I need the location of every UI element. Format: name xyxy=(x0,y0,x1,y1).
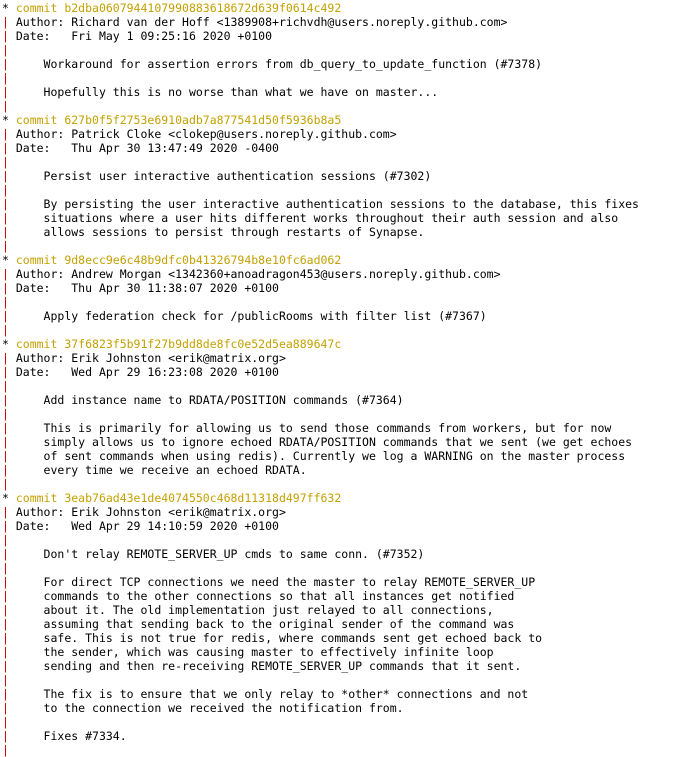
graph-pipe: | xyxy=(2,85,9,99)
message-text: By persisting the user interactive authentication sessions to the database, this fixes xyxy=(8,197,639,211)
author-line: Author: Andrew Morgan <1342360+anoadragon453@users.noreply.github.com> xyxy=(8,267,501,281)
date-line: Date: Thu Apr 30 13:47:49 2020 -0400 xyxy=(8,141,279,155)
log-line xyxy=(2,491,692,505)
graph-pipe: | xyxy=(2,71,9,85)
graph-pipe: | xyxy=(2,393,9,407)
message-text: about it. The old implementation just relayed to all connections, xyxy=(8,603,494,617)
graph-pipe: | xyxy=(2,715,9,729)
commit-hash: commit 9d8ecc9e6c48b9dfc0b41326794b8e10fc6ad062 xyxy=(15,253,342,267)
message-text: For direct TCP connections we need the master to relay REMOTE_SERVER_UP xyxy=(8,575,536,589)
graph-pipe: | xyxy=(2,729,9,743)
graph-pipe: | xyxy=(2,281,9,295)
commit-hash: commit 627b0f5f2753e6910adb7a877541d50f5936b8a5 xyxy=(15,113,342,127)
log-line xyxy=(2,659,692,673)
message-text: Workaround for assertion errors from db_query_to_update_function (#7378) xyxy=(8,57,543,71)
graph-pipe: | xyxy=(2,533,9,547)
message-text: every time we receive an echoed RDATA. xyxy=(8,463,307,477)
author-line: Author: Patrick Cloke <clokep@users.noreply.github.com> xyxy=(8,127,397,141)
message-text: Don't relay REMOTE_SERVER_UP cmds to same conn. (#7352) xyxy=(8,547,425,561)
log-line xyxy=(2,57,692,71)
graph-pipe: | xyxy=(2,463,9,477)
graph-pipe: | xyxy=(2,631,9,645)
date-line: Date: Wed Apr 29 16:23:08 2020 +0100 xyxy=(8,365,279,379)
log-line xyxy=(2,729,692,743)
graph-pipe: | xyxy=(2,603,9,617)
graph-pipe: | xyxy=(2,141,9,155)
graph-commit-marker: * xyxy=(2,253,16,267)
graph-pipe: | xyxy=(2,197,9,211)
message-text: This is primarily for allowing us to send those commands from workers, but for now xyxy=(8,421,612,435)
log-line xyxy=(2,337,692,351)
date-line: Date: Wed Apr 29 14:10:59 2020 +0100 xyxy=(8,519,279,533)
graph-commit-marker: * xyxy=(2,337,16,351)
log-line xyxy=(2,225,692,239)
message-text: assuming that sending back to the original sender of the command was xyxy=(8,617,515,631)
message-text: simply allows us to ignore echoed RDATA/POSITION commands that we sent (we get echoes xyxy=(8,435,633,449)
graph-pipe: | xyxy=(2,435,9,449)
log-line xyxy=(2,113,692,127)
log-line xyxy=(2,519,692,533)
log-line xyxy=(2,295,692,309)
log-line xyxy=(2,603,692,617)
graph-pipe: | xyxy=(2,239,9,253)
graph-pipe: | xyxy=(2,645,9,659)
graph-pipe: | xyxy=(2,519,9,533)
log-line xyxy=(2,281,692,295)
graph-pipe: | xyxy=(2,701,9,715)
message-text: the sender, which was causing master to effectively infinite loop xyxy=(8,645,494,659)
log-line xyxy=(2,449,692,463)
commit-hash: commit 37f6823f5b91f27b9dd8de8fc0e52d5ea889647c xyxy=(15,337,342,351)
graph-pipe: | xyxy=(2,449,9,463)
log-line xyxy=(2,323,692,337)
graph-pipe: | xyxy=(2,43,9,57)
message-text: situations where a user hits different works throughout their auth session and also xyxy=(8,211,619,225)
graph-pipe: | xyxy=(2,673,9,687)
graph-pipe: | xyxy=(2,169,9,183)
log-line xyxy=(2,29,692,43)
graph-pipe: | xyxy=(2,183,9,197)
graph-pipe: | xyxy=(2,575,9,589)
log-line xyxy=(2,715,692,729)
graph-pipe: | xyxy=(2,323,9,337)
graph-pipe: | xyxy=(2,561,9,575)
log-line xyxy=(2,477,692,491)
log-line xyxy=(2,267,692,281)
log-line xyxy=(2,743,692,757)
graph-pipe: | xyxy=(2,211,9,225)
log-line xyxy=(2,673,692,687)
log-line xyxy=(2,197,692,211)
log-line xyxy=(2,463,692,477)
log-line xyxy=(2,309,692,323)
graph-pipe: | xyxy=(2,505,9,519)
graph-commit-marker: * xyxy=(2,113,16,127)
log-line xyxy=(2,533,692,547)
graph-pipe: | xyxy=(2,547,9,561)
message-text: Apply federation check for /publicRooms with filter list (#7367) xyxy=(8,309,487,323)
message-text: commands to the other connections so that all instances get notified xyxy=(8,589,515,603)
graph-pipe: | xyxy=(2,57,9,71)
message-text: allows sessions to persist through restarts of Synapse. xyxy=(8,225,425,239)
graph-pipe: | xyxy=(2,351,9,365)
graph-pipe: | xyxy=(2,99,9,113)
graph-pipe: | xyxy=(2,127,9,141)
log-line xyxy=(2,155,692,169)
log-line xyxy=(2,127,692,141)
graph-pipe: | xyxy=(2,477,9,491)
commit-hash: commit b2dba0607944107990883618672d639f0614c492 xyxy=(15,1,342,15)
graph-commit-marker: * xyxy=(2,1,16,15)
graph-pipe: | xyxy=(2,15,9,29)
message-text: sending and then re-receiving REMOTE_SERVER_UP commands that it sent. xyxy=(8,659,522,673)
log-line xyxy=(2,645,692,659)
graph-pipe: | xyxy=(2,295,9,309)
message-text: Hopefully this is no worse than what we have on master... xyxy=(8,85,439,99)
message-text: safe. This is not true for redis, where commands sent get echoed back to xyxy=(8,631,543,645)
message-text: to the connection we received the notification from. xyxy=(8,701,404,715)
graph-pipe: | xyxy=(2,29,9,43)
date-line: Date: Thu Apr 30 11:38:07 2020 +0100 xyxy=(8,281,279,295)
graph-pipe: | xyxy=(2,155,9,169)
message-text: Add instance name to RDATA/POSITION commands (#7364) xyxy=(8,393,404,407)
log-line xyxy=(2,589,692,603)
commit-hash: commit 3eab76ad43e1de4074550c468d11318d497ff632 xyxy=(15,491,342,505)
graph-pipe: | xyxy=(2,617,9,631)
log-line xyxy=(2,183,692,197)
log-line xyxy=(2,561,692,575)
log-line xyxy=(2,407,692,421)
log-line xyxy=(2,631,692,645)
graph-pipe: | xyxy=(2,659,9,673)
log-line xyxy=(2,211,692,225)
graph-pipe: | xyxy=(2,267,9,281)
log-line xyxy=(2,141,692,155)
log-line xyxy=(2,575,692,589)
graph-pipe: | xyxy=(2,365,9,379)
log-line xyxy=(2,547,692,561)
log-line xyxy=(2,365,692,379)
graph-pipe: | xyxy=(2,421,9,435)
log-line xyxy=(2,701,692,715)
author-line: Author: Richard van der Hoff <1389908+richvdh@users.noreply.github.com> xyxy=(8,15,508,29)
author-line: Author: Erik Johnston <erik@matrix.org> xyxy=(8,505,286,519)
date-line: Date: Fri May 1 09:25:16 2020 +0100 xyxy=(8,29,273,43)
log-line xyxy=(2,99,692,113)
graph-pipe: | xyxy=(2,743,9,757)
log-line xyxy=(2,393,692,407)
message-text: The fix is to ensure that we only relay to *other* connections and not xyxy=(8,687,529,701)
log-line xyxy=(2,253,692,267)
graph-pipe: | xyxy=(2,687,9,701)
log-line xyxy=(2,617,692,631)
graph-pipe: | xyxy=(2,309,9,323)
author-line: Author: Erik Johnston <erik@matrix.org> xyxy=(8,351,286,365)
graph-pipe: | xyxy=(2,379,9,393)
message-text: of sent commands when using redis). Currently we log a WARNING on the master process xyxy=(8,449,626,463)
log-line xyxy=(2,351,692,365)
log-line xyxy=(2,379,692,393)
log-line xyxy=(2,169,692,183)
log-line xyxy=(2,421,692,435)
graph-pipe: | xyxy=(2,407,9,421)
log-line xyxy=(2,687,692,701)
log-line xyxy=(2,85,692,99)
graph-commit-marker: * xyxy=(2,491,16,505)
log-line xyxy=(2,71,692,85)
graph-pipe: | xyxy=(2,589,9,603)
message-text: Persist user interactive authentication sessions (#7302) xyxy=(8,169,432,183)
graph-pipe: | xyxy=(2,225,9,239)
log-line xyxy=(2,505,692,519)
log-line xyxy=(2,435,692,449)
log-line xyxy=(2,43,692,57)
log-line xyxy=(2,1,692,15)
log-line xyxy=(2,15,692,29)
log-line xyxy=(2,239,692,253)
message-text: Fixes #7334. xyxy=(8,729,127,743)
